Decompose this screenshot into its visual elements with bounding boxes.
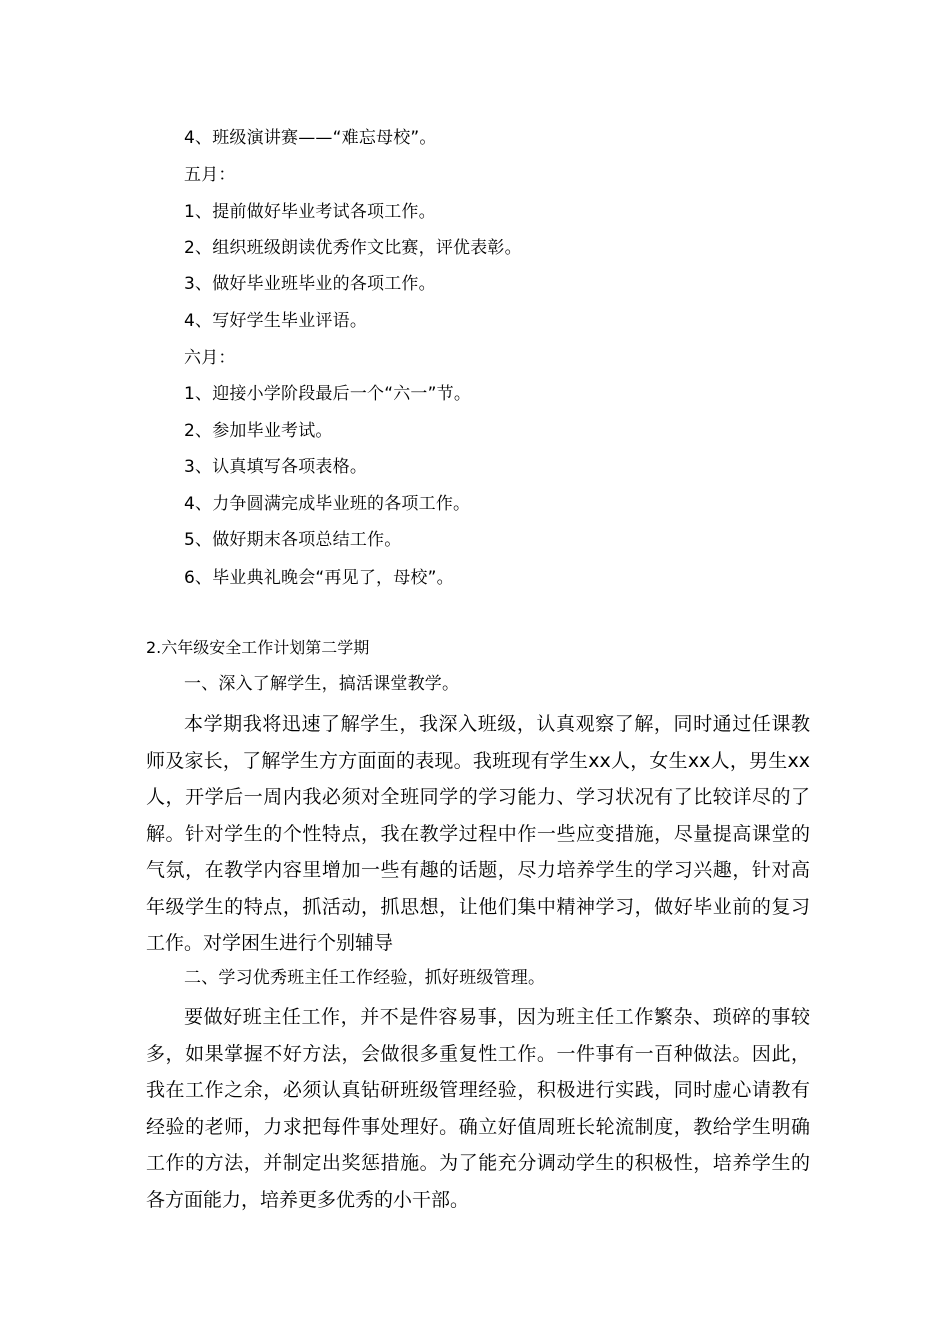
june-item-3: 3、认真填写各项表格。	[184, 457, 368, 477]
may-item-1: 1、提前做好毕业考试各项工作。	[184, 202, 436, 222]
section-title: 2.六年级安全工作计划第二学期	[146, 638, 370, 657]
may-item-2: 2、组织班级朗读优秀作文比赛，评优表彰。	[184, 238, 522, 258]
june-item-1: 1、迎接小学阶段最后一个“六一”节。	[184, 384, 472, 404]
june-item-4: 4、力争圆满完成毕业班的各项工作。	[184, 494, 471, 514]
sub1-body: 本学期我将迅速了解学生，我深入班级，认真观察了解，同时通过任课教师及家长，了解学生方方面面的表现。我班现有学生xx人，女生xx人，男生xx人，开学后一周内我必须对全班同学的学习能力、学习状况有了比较详尽的了解。针对学生的个性特点，我在教学过程中作一些应变措施，尽量提高课堂的气氛，在教学内容里增加一些有趣的话题，尽力培养学生的学习兴趣，针对高年级学生的特点，抓活动，抓思想，让他们集中精神学习，做好毕业前的复习工作。对学困生进行个别辅导	[146, 713, 810, 954]
june-heading: 六月：	[184, 348, 236, 368]
may-heading: 五月：	[184, 165, 236, 185]
june-item-2: 2、参加毕业考试。	[184, 421, 333, 441]
sub2-heading: 二、学习优秀班主任工作经验，抓好班级管理。	[184, 968, 546, 988]
june-item-5: 5、做好期末各项总结工作。	[184, 530, 402, 550]
june-item-6: 6、毕业典礼晚会“再见了，母校”。	[184, 568, 454, 588]
may-item-3: 3、做好毕业班毕业的各项工作。	[184, 274, 436, 294]
may-item-4: 4、写好学生毕业评语。	[184, 311, 368, 331]
sub2-body: 要做好班主任工作，并不是件容易事，因为班主任工作繁杂、琐碎的事较多，如果掌握不好方法，会做很多重复性工作。一件事有一百种做法。因此，我在工作之余，必须认真钻研班级管理经验，积极进行实践，同时虚心请教有经验的老师，力求把每件事处理好。确立好值周班长轮流制度，教给学生明确工作的方法，并制定出奖惩措施。为了能充分调动学生的积极性，培养学生的各方面能力，培养更多优秀的小干部。	[146, 1006, 810, 1211]
may-list-tail: 4、班级演讲赛——“难忘母校”。	[184, 128, 437, 148]
sub1-heading: 一、深入了解学生，搞活课堂教学。	[184, 674, 460, 694]
